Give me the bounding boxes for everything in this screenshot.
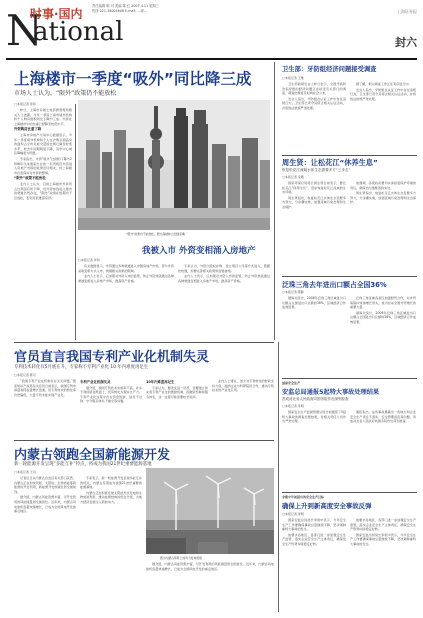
- side2-para: 国家环保总局局长周生贤日前表示，要让松花江“休养生息”，逐步恢复松花江流域的生态环境。: [282, 181, 346, 195]
- mid-para: 业内人士表示，应加强对外资入市的监管，防止外资热钱通过各种渠道变相进入房地产市场，推高资产价格。: [78, 274, 174, 283]
- section-rule: [282, 378, 417, 379]
- side3-body-col2: [350, 296, 416, 374]
- lead-subhead: “限外”政策不能放松: [14, 176, 46, 181]
- side1-headline: 卫生部：牙防组经济问题接受调查: [282, 66, 377, 73]
- side5-para: 他要求各地区、各部门进一步加强安全生产监管，落实企业安全生产主体责任，确保安全生产形势持续稳定好转。: [350, 518, 416, 532]
- mongolia-body-col3: [146, 562, 274, 612]
- mongolia-para: 据介绍，内蒙古风能资源丰富，可开发利用的风能储量居全国首位。近年来，内蒙古风电装机容量快速增长，已成为全国风电开发的重点地区。: [146, 562, 274, 571]
- patent-body-col3: [146, 379, 208, 437]
- mongolia-para: 专家表示，新一轮能源开发呈现多能互补的特点，内蒙古有望成为我国21世纪重要的能源基地。: [80, 476, 142, 490]
- mongolia-para: 内蒙古还在积极发展太阳能光伏发电和生物质能利用，推动能源结构的优化升级，为地方经济发展注入新的动力。: [80, 490, 142, 504]
- mongolia-photo: [146, 468, 274, 554]
- side5-kicker: 李毅中年初提出的安全生产目标: [282, 495, 325, 499]
- side4-headline: 安监总局通报5起特大事故处理结果: [282, 389, 380, 396]
- mongolia-para: 据介绍，内蒙古风能资源丰富，可开发利用的风能储量居全国首位。近年来，内蒙古风电装机容量快速增长，已成为全国风电开发的重点地区。: [14, 495, 76, 514]
- lead-para: 专家指出，外资“吸外”比例的下降与2006年以来国家出台的一系列规范外资进入房地产市场的政策密切相关，但上海楼市仍需保持对外资的警惕。: [14, 156, 72, 175]
- side5-body-col2: [350, 518, 416, 612]
- lead-headline: 上海楼市一季度“吸外”同比降三成: [14, 70, 252, 88]
- skyline-illustration: [78, 100, 270, 230]
- side1-body-col1: [282, 82, 346, 152]
- mongolia-photo-caption: 图为内蒙古草原上的风力发电机组: [160, 556, 202, 560]
- side2-body-col2: [350, 181, 416, 273]
- mid-byline: □本报记者 李和: [78, 258, 100, 262]
- mid-body-col1: [78, 264, 174, 338]
- side1-byline: □本报记者 王维: [282, 76, 304, 80]
- side4-kicker: 国家安全生产: [282, 381, 301, 385]
- lead-para: 业内人士认为，目前上海楼市外资所占比例虽有所下降，但外资热钱进入楼市的渠道仍然存在，“限外”政策在短期内不宜放松，否则可能推高房价。: [14, 181, 72, 200]
- side3-para: 据海关统计，2006年泛珠三角区域进出口总额占全国进出口总额的36%，区域经济合作成效显著。: [282, 296, 346, 310]
- side2-para: 周生贤指出，恢复松花江水体生态需要多方努力，分步骤实施，加强流域污染治理和生态保护。: [350, 191, 416, 205]
- section-rule: [282, 276, 417, 277]
- newspaper-tag: 上海证券报: [397, 9, 417, 14]
- mid-para: 业内人士表示，应加强对外资入市的监管，防止外资热钱通过各种渠道变相进入房地产市场，推高资产价格。: [178, 274, 270, 283]
- side2-body-col1: [282, 181, 346, 273]
- mongolia-headline: 内蒙古领跑全国新能源开发: [14, 448, 171, 463]
- side4-para: 国家安全生产监督管理总局日前通报了5起特大事故的调查处理结果，对相关责任人员作出严肃处理。: [282, 410, 346, 424]
- lead-photo-caption: “限外”政策仍不能放松。图为高楼林立的陆家嘴: [126, 232, 185, 236]
- side5-para: 国家安监总局局长李毅中表示，今年安全生产工作要确保事故总量继续下降，坚决遏制重特大事故的发生。: [282, 518, 346, 532]
- side5-headline: 确保上升到新高度安全事故反弹: [282, 502, 372, 510]
- side3-byline: □本报记者 陈静: [282, 290, 304, 294]
- masthead-rule: [6, 58, 417, 60]
- section-rule: [282, 492, 417, 493]
- side1-para: 卫生部新闻发言人昨日表示，全国牙病防治指导组的经济问题正在接受有关部门的调查，调查结果将及时向社会公布。: [282, 82, 346, 96]
- patent-subtitle: 专利技术转化仅5月底在升，专家称不专利产业化 10 年内难度再足生: [14, 365, 149, 370]
- side3-headline: 泛珠三角去年进出口额占全国36%: [282, 281, 387, 289]
- patent-subhead: 专利产业化机制失灵: [80, 380, 111, 384]
- column-divider: [274, 62, 275, 340]
- section-rule: [14, 440, 274, 441]
- lead-byline: □本报记者 李和: [14, 102, 36, 106]
- side5-para: 他要求各地区、各部门进一步加强安全生产监管，落实企业安全生产主体责任，确保安全生产形势持续稳定好转。: [282, 532, 346, 546]
- wind-farm-illustration: [146, 468, 274, 554]
- patent-para: “我国专利产业化机制存在失灵问题。”国家知识产权局有关官员日前表示，我国专利申请量和授权量增长迅速，但专利技术的转化率仍然偏低，大量专利未能实现产业化。: [14, 379, 76, 397]
- section-rule: [282, 155, 417, 156]
- lead-body: [14, 108, 72, 340]
- side2-para: 他强调，各级政府要切实承担起保护环境的责任，确保治污措施落到实处。: [350, 181, 416, 190]
- patent-para: 据介绍，我国专利技术实施率不高，许多专利停留在纸面上，没有转化为现实生产力。专利产业化过程中存在资金短缺、信息不对称、中介服务体系不健全等问题。: [80, 385, 142, 404]
- mid-para: 有关数据显示，外资通过多种渠道进入中国房地产市场，部分外资采取变相方式入市，规避相关政策的限制。: [78, 264, 174, 273]
- patent-subhead: 10年内难度再足生: [146, 380, 175, 384]
- section-logo-letter: N: [6, 6, 43, 55]
- mongolia-subtitle: 新一轮能源开发呈现“多能互补”特点，将成为我国21世纪重要能源基地: [14, 462, 152, 467]
- side2-subtitle: 恢复松花江流域水体生态需要多方“三步走”: [282, 168, 351, 172]
- side5-body-col1: [282, 518, 346, 612]
- mid-para: 专家认为，外资以股权并购、设立项目公司等方式进入，隐蔽性较强，需要完善相关政策和监管措施。: [178, 264, 270, 273]
- side3-body-col1: [282, 296, 346, 374]
- side5-para: 国家安监总局局长李毅中表示，今年安全生产工作要确保事故总量继续下降，坚决遏制重特大事故的发生。: [350, 532, 416, 546]
- side5-byline: □本报记者 李明: [282, 512, 304, 516]
- side1-body-col2: [350, 82, 416, 152]
- side4-byline: □本报记者 李明: [282, 404, 304, 408]
- side1-para: 发言人指出，牙防组在认证工作中存在违规行为，卫生部已责令其停止相关认证活动，并将依法依规严肃处理。: [282, 96, 346, 110]
- side4-subtitle: 责成河北省人民政府向国务院作出深刻检查: [282, 397, 349, 401]
- lead-photo: [78, 100, 270, 230]
- masthead-meta-line2: 热线 021-38004608 E-mail: ...@...: [92, 9, 148, 13]
- lead-subtitle: 市场人士认为，“限外”政策仍不能放松: [14, 90, 117, 97]
- masthead-meta-line1: 责任编辑 陈 可 美编 陈 红 2007.4.11 星期三: [92, 4, 159, 8]
- section-name-cn: 时事·国内: [30, 7, 83, 21]
- side2-para: 周生贤指出，恢复松花江水体生态需要多方努力，分步骤实施，加强流域污染治理和生态保护。: [282, 195, 346, 209]
- side4-para: 通报指出，这些事故暴露出一些地方和企业安全生产责任不落实、安全管理混乱等问题，责成河北省人民政府向国务院作出深刻检查。: [350, 410, 416, 424]
- patent-byline: □本报记者 陈可: [14, 373, 36, 377]
- mid-body-col2: [178, 264, 270, 338]
- section-rule: [14, 342, 274, 343]
- patent-body-col4: [212, 379, 274, 437]
- mid-headline: 我被入市 外资变相涌入房地产: [142, 246, 256, 256]
- side2-byline: □本报记者 宋刚: [282, 175, 304, 179]
- patent-para: 专家认为，要改变这一状况，需要建立和完善专利产业化的激励机制、投融资机制和服务体系，这一过程可能需要较长时间。: [146, 385, 208, 399]
- page-number: 封六: [395, 36, 417, 49]
- patent-body-col2: [80, 379, 142, 437]
- side3-para: 据海关统计，2006年泛珠三角区域进出口总额占全国进出口总额的36%，区域经济合作成效显著。: [350, 310, 416, 324]
- column-divider: [278, 342, 279, 612]
- lead-subhead: 外资购房比重下降: [14, 127, 42, 132]
- side4-body-col2: [350, 410, 416, 488]
- column-divider: [75, 104, 76, 340]
- masthead-meta: [92, 4, 252, 14]
- mongolia-para: 记者近日从内蒙古自治区有关部门获悉，内蒙古正在加快风能、太阳能、生物质能等新能源的开发利用，新能源开发规模位居全国前列。: [14, 476, 76, 494]
- lead-para: 昨日，上海市房屋土地资源管理局相关人士透露，今年一季度上海市境外机构和个人购房面积同比下降约三成。外资在上海楼市中的比重已经降至较低水平。: [14, 108, 72, 126]
- side4-body-col1: [282, 410, 346, 488]
- side1-para: 据了解，相关调查工作正在有序进行中。: [356, 82, 412, 86]
- patent-para: 业内人士建议，加大对专利转化的财政支持力度，鼓励企业与科研院所合作，推动专利技术的产业化应用。: [212, 379, 274, 393]
- side1-para: 发言人指出，牙防组在认证工作中存在违规行为，卫生部已责令其停止相关认证活动，并将依法依规严肃处理。: [350, 87, 416, 101]
- side3-para: 泛珠三角区域各省区加强经贸合作，对外贸易保持快速增长势头，成为拉动全国外贸增长的重要力量。: [350, 296, 416, 310]
- mongolia-byline: □本报记者 王丹: [14, 470, 36, 474]
- mongolia-body-col1: [14, 476, 76, 612]
- masthead: [0, 0, 423, 62]
- patent-headline: 官员直言我国专利产业化机制失灵: [14, 350, 210, 365]
- mongolia-body-col2: [80, 476, 142, 612]
- lead-para: 上海市房地产交易中心数据显示，今年一季度境外机构和个人在沪购买商品房的面积占全市总成交量的比例已降至较低水平，较去年同期明显下降，其中中心城区降幅更为明显。: [14, 132, 72, 156]
- patent-body-col1: [14, 379, 76, 437]
- section-name-en: ational: [33, 17, 124, 47]
- side2-headline: 周生贤：让松花江“休养生息”: [282, 158, 378, 167]
